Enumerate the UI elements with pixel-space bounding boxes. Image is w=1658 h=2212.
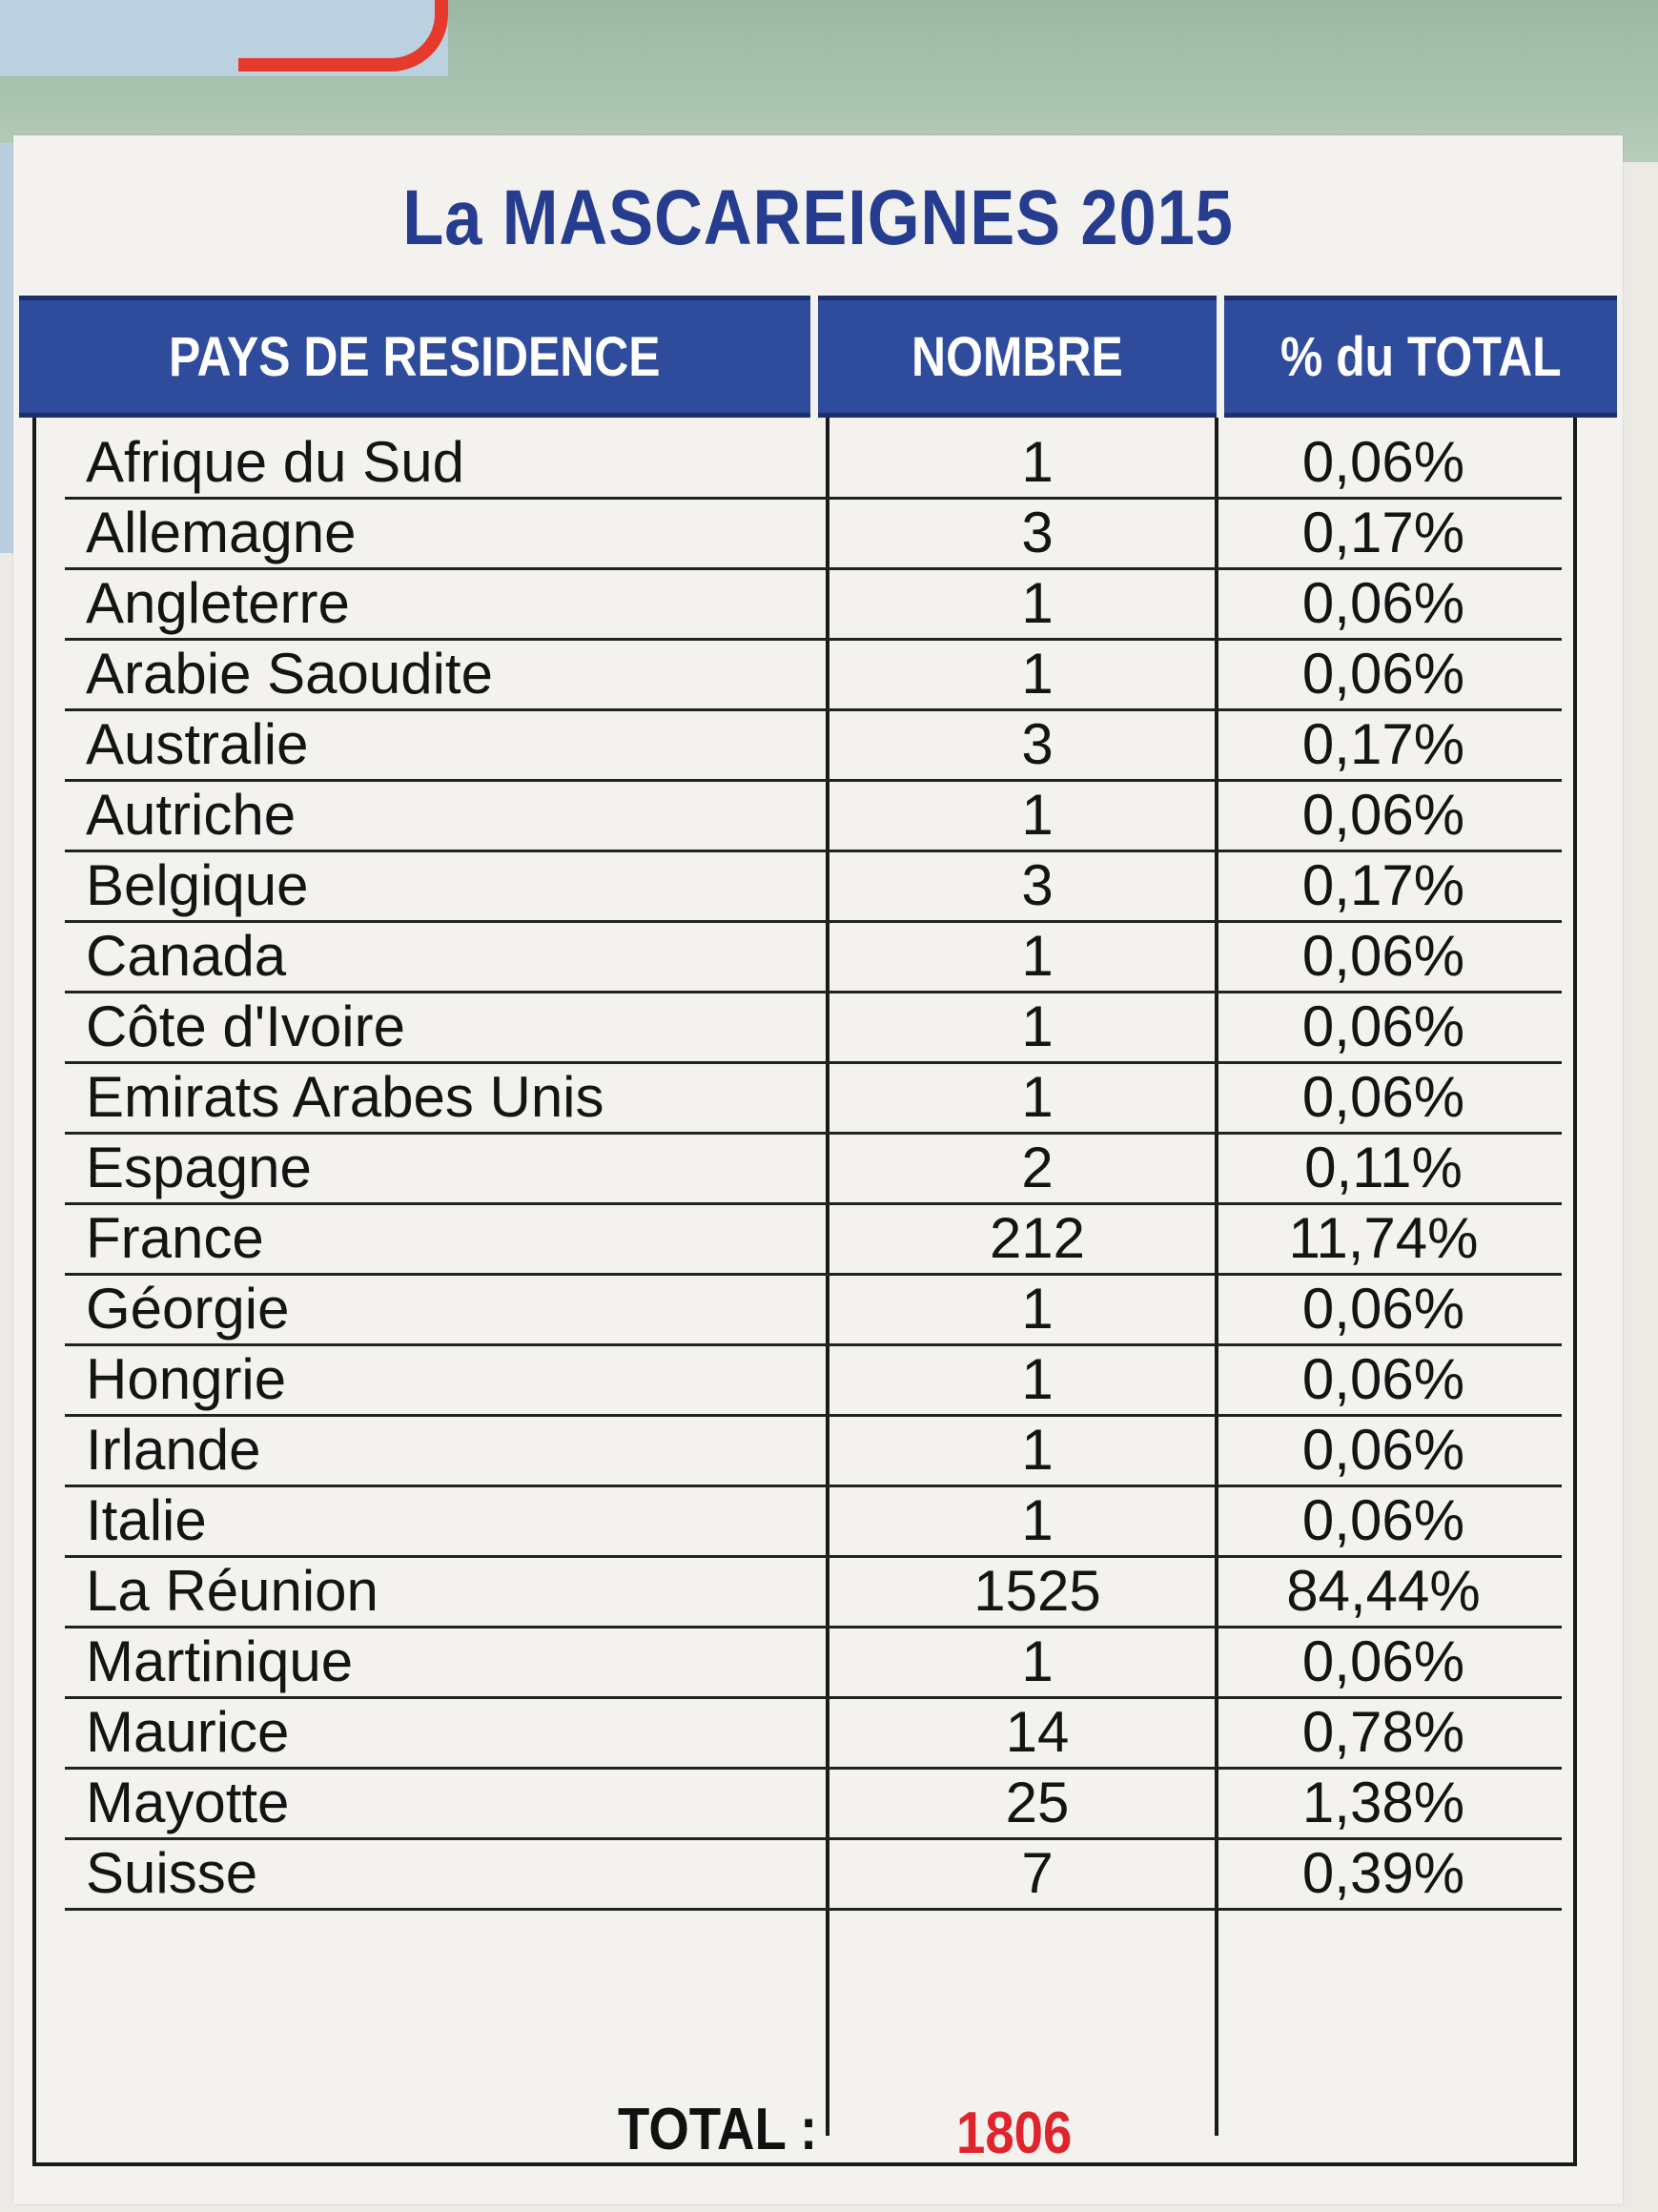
table-row	[65, 429, 1562, 500]
percent-cell: 0,06%	[1301, 1277, 1465, 1341]
table-row	[65, 923, 1562, 993]
country-cell: Autriche	[86, 783, 297, 847]
country-cell: Côte d'Ivoire	[86, 994, 405, 1058]
table-row	[65, 1558, 1562, 1628]
number-cell: 3	[1021, 712, 1054, 776]
table-row	[65, 1840, 1562, 1911]
data-table	[32, 418, 1577, 2166]
header-country: PAYS DE RESIDENCE	[19, 296, 810, 418]
total-label: TOTAL :	[618, 2097, 818, 2162]
percent-cell: 0,06%	[1301, 1629, 1465, 1693]
percent-cell: 0,06%	[1301, 571, 1465, 635]
number-cell: 212	[989, 1206, 1086, 1270]
table-row	[65, 1487, 1562, 1558]
percent-cell: 0,78%	[1301, 1700, 1465, 1764]
table-row	[65, 993, 1562, 1064]
percent-cell: 0,06%	[1301, 642, 1465, 706]
table-row	[65, 1417, 1562, 1487]
percent-cell: 0,06%	[1301, 1347, 1465, 1411]
number-cell: 1	[1021, 1629, 1054, 1693]
number-cell: 1	[1021, 571, 1054, 635]
percent-cell: 0,06%	[1301, 1488, 1465, 1552]
country-cell: Allemagne	[86, 501, 357, 564]
country-cell: Arabie Saoudite	[86, 642, 493, 706]
country-cell: Australie	[86, 712, 309, 776]
country-cell: Afrique du Sud	[86, 430, 464, 494]
country-cell: Maurice	[86, 1700, 290, 1764]
table-row	[65, 500, 1562, 570]
country-cell: Emirats Arabes Unis	[86, 1065, 604, 1129]
number-cell: 14	[1005, 1700, 1070, 1764]
number-cell: 1	[1021, 994, 1054, 1058]
number-cell: 25	[1005, 1771, 1070, 1834]
table-row	[65, 1770, 1562, 1840]
number-cell: 1	[1021, 924, 1054, 988]
percent-cell: 0,06%	[1301, 430, 1465, 494]
percent-cell: 0,17%	[1301, 853, 1465, 917]
percent-cell: 0,06%	[1301, 1418, 1465, 1482]
table-rows	[65, 429, 1562, 1911]
number-cell: 1	[1021, 783, 1054, 847]
country-cell: Angleterre	[86, 571, 350, 635]
number-cell: 2	[1021, 1136, 1054, 1199]
country-cell: Mayotte	[86, 1771, 290, 1834]
table-row	[65, 711, 1562, 782]
number-cell: 1525	[973, 1559, 1101, 1623]
page-title: La MASCAREIGNES 2015	[402, 174, 1234, 261]
number-cell: 1	[1021, 642, 1054, 706]
country-cell: Suisse	[86, 1841, 258, 1905]
percent-cell: 0,17%	[1301, 501, 1465, 564]
country-cell: Irlande	[86, 1418, 261, 1482]
header-percent: % du TOTAL	[1224, 296, 1617, 418]
number-cell: 3	[1021, 501, 1054, 564]
number-cell: 1	[1021, 1065, 1054, 1129]
table-row	[65, 1064, 1562, 1135]
country-cell: Italie	[86, 1488, 207, 1552]
number-cell: 1	[1021, 1347, 1054, 1411]
number-cell: 1	[1021, 1488, 1054, 1552]
country-cell: Espagne	[86, 1136, 312, 1199]
percent-cell: 0,17%	[1301, 712, 1465, 776]
percent-cell: 0,06%	[1301, 1065, 1465, 1129]
number-cell: 1	[1021, 1418, 1054, 1482]
table-row	[65, 1346, 1562, 1417]
table-header	[19, 296, 1617, 418]
table-row	[65, 852, 1562, 923]
table-row	[65, 1628, 1562, 1699]
percent-cell: 0,39%	[1301, 1841, 1465, 1905]
country-cell: La Réunion	[86, 1559, 379, 1623]
table-row	[65, 1135, 1562, 1205]
table-row	[65, 570, 1562, 641]
table-card	[13, 135, 1623, 2204]
country-cell: Canada	[86, 924, 287, 988]
country-cell: Hongrie	[86, 1347, 287, 1411]
percent-cell: 0,06%	[1301, 994, 1465, 1058]
country-cell: Martinique	[86, 1629, 354, 1693]
table-row	[65, 641, 1562, 711]
number-cell: 7	[1021, 1841, 1054, 1905]
table-row	[65, 1276, 1562, 1346]
number-cell: 1	[1021, 1277, 1054, 1341]
percent-cell: 0,06%	[1301, 924, 1465, 988]
total-row	[36, 2096, 1581, 2166]
number-cell: 1	[1021, 430, 1054, 494]
country-cell: Géorgie	[86, 1277, 290, 1341]
percent-cell: 0,11%	[1304, 1136, 1463, 1199]
table-row	[65, 1205, 1562, 1276]
percent-cell: 0,06%	[1301, 783, 1465, 847]
map-red-border	[238, 0, 448, 72]
table-row	[65, 1699, 1562, 1770]
percent-cell: 11,74%	[1288, 1206, 1479, 1270]
total-value: 1806	[956, 2100, 1073, 2166]
country-cell: Belgique	[86, 853, 309, 917]
country-cell: France	[86, 1206, 264, 1270]
header-number: NOMBRE	[818, 296, 1217, 418]
number-cell: 3	[1021, 853, 1054, 917]
table-row	[65, 782, 1562, 852]
percent-cell: 84,44%	[1286, 1559, 1481, 1623]
percent-cell: 1,38%	[1301, 1771, 1465, 1834]
